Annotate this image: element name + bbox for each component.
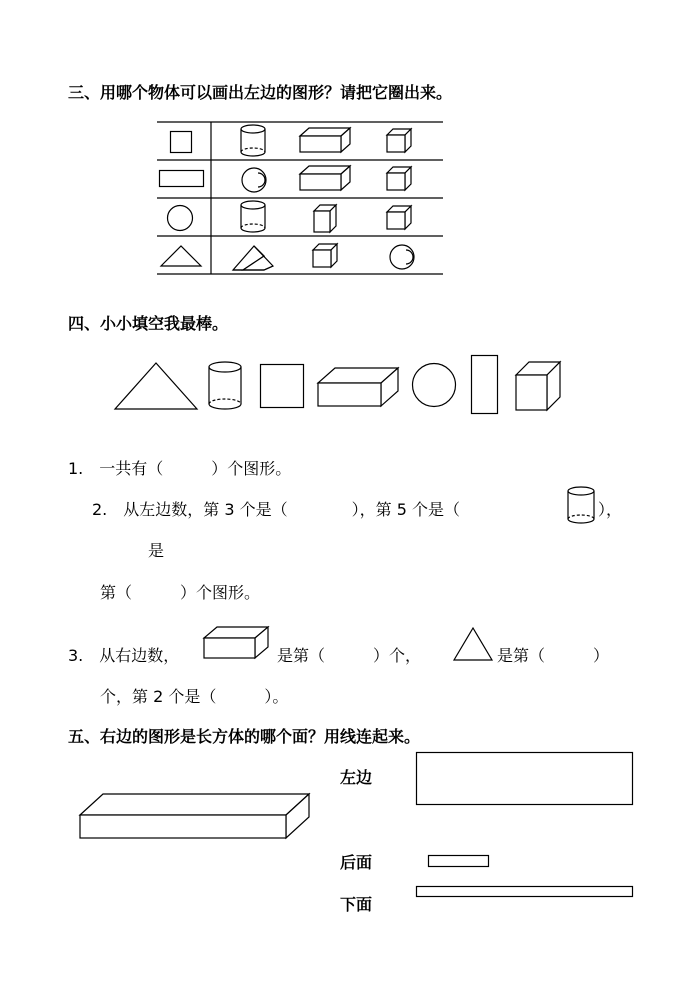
cube-shape: [515, 361, 561, 411]
face-rectangle-large[interactable]: [416, 752, 634, 806]
row3-cube-option[interactable]: [386, 205, 412, 230]
question2-line2: 是: [148, 541, 165, 560]
question2-line3: 第（ ）个图形。: [100, 583, 261, 602]
row4-cube-option[interactable]: [312, 243, 338, 268]
triangle-shape: [114, 362, 198, 410]
long-cuboid-shape: [79, 793, 311, 840]
row4-sphere-option[interactable]: [388, 243, 416, 271]
row3-cylinder-option[interactable]: [239, 200, 267, 234]
face-rectangle-long[interactable]: [416, 886, 634, 898]
row1-cylinder-option[interactable]: [239, 124, 267, 158]
row3-circle-shape: [166, 204, 194, 232]
question3-line2: 个，第 2 个是（ ）。: [100, 687, 289, 706]
section5-heading: 五、右边的图形是长方体的哪个面？用线连起来。: [68, 727, 421, 746]
row2-cuboid-option[interactable]: [299, 165, 351, 191]
row3-cuboid-option[interactable]: [313, 204, 337, 234]
row4-triangle-shape: [160, 245, 202, 267]
question2-line1-end: ），: [598, 500, 623, 519]
question1-text: 1. 一共有（ ）个图形。: [68, 459, 292, 478]
row2-cube-option[interactable]: [386, 166, 412, 191]
row2-sphere-option[interactable]: [240, 166, 268, 194]
question3-triangle-icon: [453, 627, 493, 661]
section3-heading: 三、用哪个物体可以画出左边的图形？请把它圈出来。: [68, 83, 453, 102]
cylinder-shape: [207, 361, 243, 411]
face-rectangle-small[interactable]: [428, 855, 490, 868]
row1-square-shape: [170, 131, 192, 153]
question2-line1: 2. 从左边数，第 3 个是（ ），第 5 个是（: [92, 500, 460, 519]
row1-cuboid-option[interactable]: [299, 127, 351, 153]
square-shape: [260, 364, 305, 409]
label-left-face: 左边: [340, 768, 373, 787]
question3-line1-end: 是第（ ）: [497, 646, 610, 665]
circle-shape: [411, 362, 457, 408]
row1-cube-option[interactable]: [386, 128, 412, 153]
question2-cylinder-icon: [566, 486, 596, 526]
row2-rectangle-shape: [159, 170, 205, 188]
question3-line1-mid: 是第（ ）个，: [277, 646, 422, 665]
label-back-face: 后面: [340, 853, 373, 872]
label-bottom-face: 下面: [340, 895, 373, 914]
row4-triangular-prism-option[interactable]: [232, 244, 274, 272]
section4-heading: 四、小小填空我最棒。: [68, 314, 229, 333]
question3-cuboid-icon: [203, 626, 269, 659]
question3-line1-start: 3. 从右边数，: [68, 646, 180, 665]
cuboid-shape: [317, 367, 399, 407]
tall-rectangle-shape: [471, 355, 499, 415]
